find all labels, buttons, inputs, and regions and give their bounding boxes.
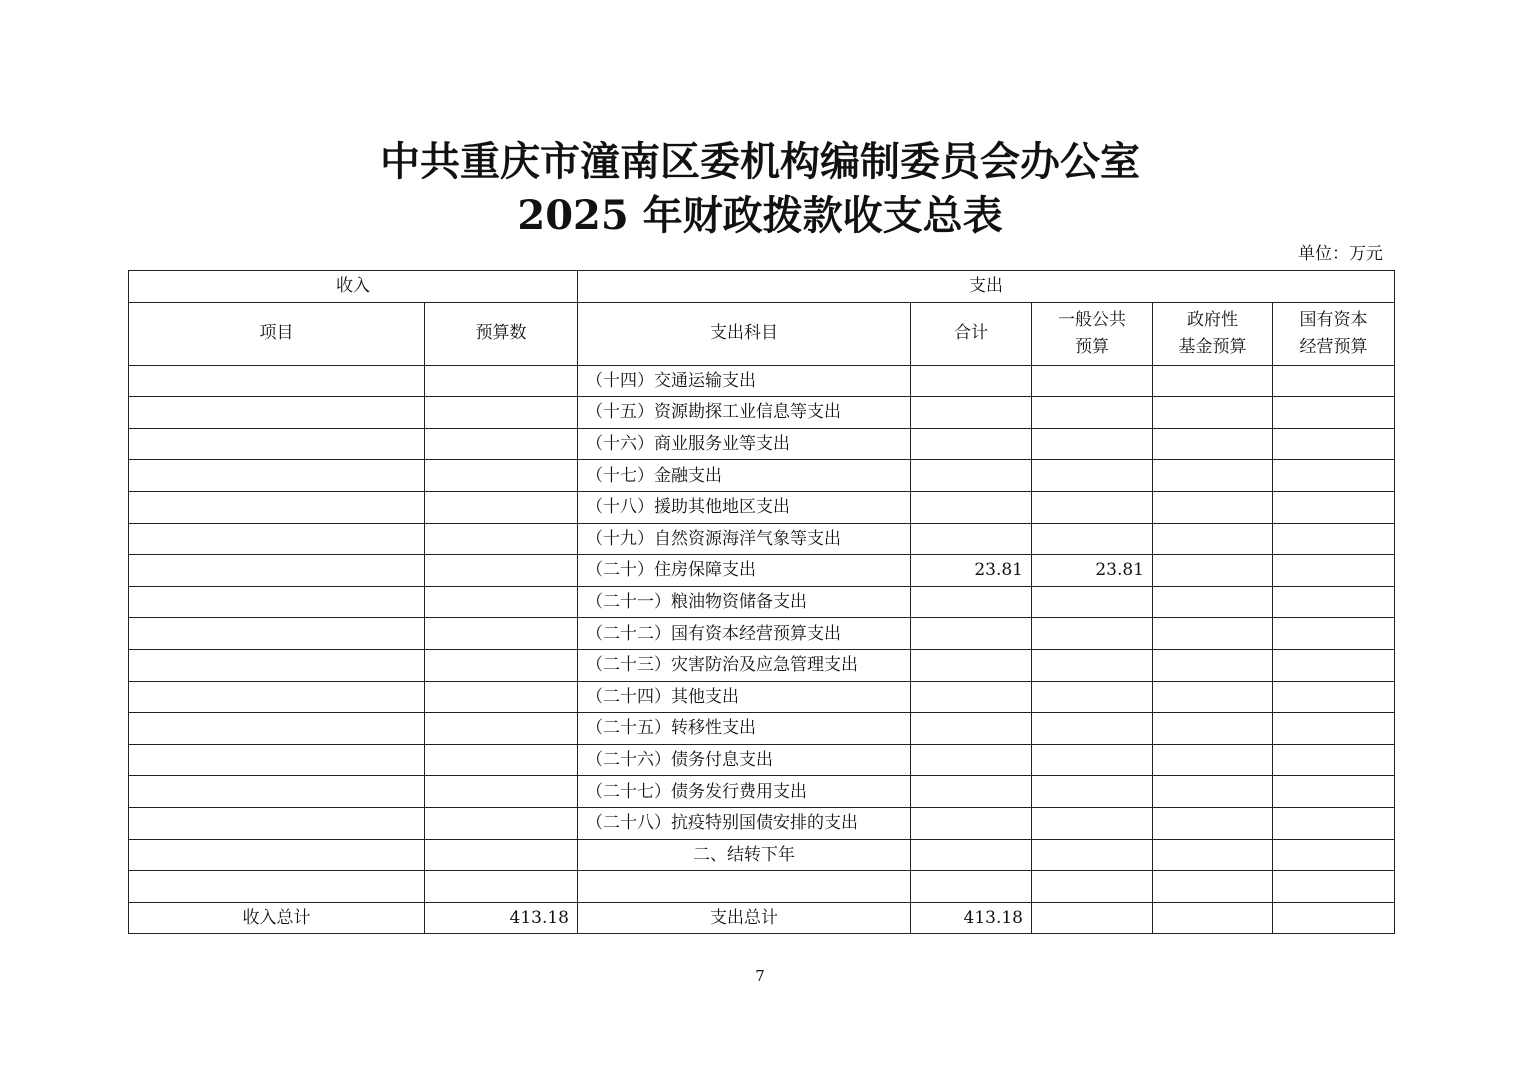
income-total-label: 收入总计: [129, 902, 425, 934]
totals-row: [129, 902, 1395, 934]
cell-total: [911, 365, 1032, 397]
income-total-value: 413.18: [425, 902, 578, 934]
cell-fund: [1153, 586, 1273, 618]
table-row: [129, 523, 1395, 555]
cell-state-capital: [1273, 807, 1395, 839]
cell-total: [911, 649, 1032, 681]
cell-item: [129, 744, 425, 776]
cell-general: [1032, 460, 1153, 492]
cell-item: [129, 649, 425, 681]
cell-subject: （十四）交通运输支出: [578, 365, 911, 397]
cell-item: [129, 428, 425, 460]
cell-item: [129, 776, 425, 808]
cell-fund: [1153, 491, 1273, 523]
cell-subject: （二十五）转移性支出: [578, 713, 911, 745]
cell-subject: 二、结转下年: [578, 839, 911, 871]
cell-total: [911, 807, 1032, 839]
cell-item: [129, 681, 425, 713]
cell-state-capital: [1273, 460, 1395, 492]
cell-total: [911, 776, 1032, 808]
table-row: [129, 713, 1395, 745]
cell-general: [1032, 523, 1153, 555]
cell-state-capital: [1273, 618, 1395, 650]
cell-total: [911, 460, 1032, 492]
cell-budget: [425, 713, 578, 745]
cell-budget: [425, 618, 578, 650]
cell-total: [911, 839, 1032, 871]
cell-total: [911, 871, 1032, 903]
cell-general: [1032, 713, 1153, 745]
cell-fund: [1153, 776, 1273, 808]
budget-table: [128, 270, 1395, 934]
group-header-row: [129, 271, 1395, 303]
cell-item: [129, 555, 425, 587]
cell-item: [129, 839, 425, 871]
table-row: [129, 428, 1395, 460]
cell-fund: [1153, 839, 1273, 871]
cell-subject: （二十七）债务发行费用支出: [578, 776, 911, 808]
cell-general: [1032, 807, 1153, 839]
page-number: 7: [755, 967, 765, 985]
cell-subject: （十六）商业服务业等支出: [578, 428, 911, 460]
cell-fund: [1153, 618, 1273, 650]
cell-state-capital: [1273, 555, 1395, 587]
cell-subject: （二十一）粮油物资储备支出: [578, 586, 911, 618]
cell-fund: [1153, 523, 1273, 555]
cell-item: [129, 365, 425, 397]
cell-state-capital: [1273, 365, 1395, 397]
cell-subject: （二十四）其他支出: [578, 681, 911, 713]
cell-fund: [1153, 807, 1273, 839]
cell-fund: [1153, 744, 1273, 776]
cell-general: [1032, 397, 1153, 429]
cell-subject: （二十二）国有资本经营预算支出: [578, 618, 911, 650]
table-row: [129, 586, 1395, 618]
cell-general: [1032, 839, 1153, 871]
header-subject: 支出科目: [578, 302, 911, 365]
cell-item: [129, 618, 425, 650]
cell-general: [1032, 776, 1153, 808]
cell-state-capital: [1273, 839, 1395, 871]
cell-subject: （十七）金融支出: [578, 460, 911, 492]
cell-general: [1032, 681, 1153, 713]
cell-general: [1032, 649, 1153, 681]
cell-fund: [1153, 555, 1273, 587]
header-total: 合计: [911, 302, 1032, 365]
cell-general: [1032, 618, 1153, 650]
cell-general: [1032, 586, 1153, 618]
expense-total-fund: [1153, 902, 1273, 934]
cell-state-capital: [1273, 397, 1395, 429]
cell-item: [129, 713, 425, 745]
cell-budget: [425, 428, 578, 460]
cell-fund: [1153, 649, 1273, 681]
expense-total-state-capital: [1273, 902, 1395, 934]
cell-total: [911, 713, 1032, 745]
cell-item: [129, 523, 425, 555]
expense-total-value: 413.18: [911, 902, 1032, 934]
cell-state-capital: [1273, 523, 1395, 555]
column-header-row: [129, 302, 1395, 365]
income-group-header: 收入: [129, 271, 578, 303]
expense-group-header: 支出: [578, 271, 1395, 303]
cell-budget: [425, 839, 578, 871]
cell-total: [911, 586, 1032, 618]
cell-general: 23.81: [1032, 555, 1153, 587]
table-row: [129, 397, 1395, 429]
cell-item: [129, 491, 425, 523]
table-row: [129, 618, 1395, 650]
unit-label: 单位：万元: [1298, 244, 1383, 264]
cell-total: [911, 523, 1032, 555]
table-row: [129, 744, 1395, 776]
expense-total-general: [1032, 902, 1153, 934]
cell-item: [129, 871, 425, 903]
cell-budget: [425, 776, 578, 808]
cell-subject: （二十八）抗疫特别国债安排的支出: [578, 807, 911, 839]
cell-general: [1032, 428, 1153, 460]
cell-fund: [1153, 428, 1273, 460]
cell-fund: [1153, 365, 1273, 397]
table-row: [129, 807, 1395, 839]
cell-state-capital: [1273, 744, 1395, 776]
cell-budget: [425, 523, 578, 555]
cell-subject: （二十）住房保障支出: [578, 555, 911, 587]
cell-general: [1032, 491, 1153, 523]
header-item: 项目: [129, 302, 425, 365]
cell-total: [911, 618, 1032, 650]
header-general-budget: 一般公共 预算: [1032, 302, 1153, 365]
table-row: [129, 776, 1395, 808]
table-row: [129, 649, 1395, 681]
cell-state-capital: [1273, 586, 1395, 618]
cell-budget: [425, 365, 578, 397]
cell-item: [129, 807, 425, 839]
table-row: [129, 839, 1395, 871]
cell-state-capital: [1273, 776, 1395, 808]
cell-general: [1032, 744, 1153, 776]
table-row: [129, 555, 1395, 587]
table-row: [129, 491, 1395, 523]
page-title-line1: 中共重庆市潼南区委机构编制委员会办公室: [380, 138, 1140, 185]
table-row: [129, 681, 1395, 713]
cell-general: [1032, 871, 1153, 903]
cell-subject: [578, 871, 911, 903]
cell-total: [911, 491, 1032, 523]
cell-item: [129, 586, 425, 618]
cell-fund: [1153, 713, 1273, 745]
cell-budget: [425, 649, 578, 681]
cell-total: [911, 681, 1032, 713]
page-title-line2: 2025 年财政拨款收支总表: [517, 192, 1003, 239]
cell-subject: （十八）援助其他地区支出: [578, 491, 911, 523]
cell-budget: [425, 397, 578, 429]
cell-state-capital: [1273, 713, 1395, 745]
cell-budget: [425, 491, 578, 523]
cell-budget: [425, 460, 578, 492]
cell-state-capital: [1273, 649, 1395, 681]
table-row: [129, 460, 1395, 492]
cell-fund: [1153, 681, 1273, 713]
table-row: [129, 871, 1395, 903]
cell-budget: [425, 681, 578, 713]
cell-total: [911, 428, 1032, 460]
table-row: [129, 365, 1395, 397]
cell-budget: [425, 586, 578, 618]
header-fund-budget: 政府性 基金预算: [1153, 302, 1273, 365]
header-state-capital-budget: 国有资本 经营预算: [1273, 302, 1395, 365]
cell-general: [1032, 365, 1153, 397]
cell-budget: [425, 871, 578, 903]
cell-budget: [425, 555, 578, 587]
cell-state-capital: [1273, 871, 1395, 903]
cell-item: [129, 397, 425, 429]
cell-item: [129, 460, 425, 492]
cell-budget: [425, 807, 578, 839]
header-budget: 预算数: [425, 302, 578, 365]
cell-total: [911, 744, 1032, 776]
expense-total-label: 支出总计: [578, 902, 911, 934]
cell-budget: [425, 744, 578, 776]
cell-state-capital: [1273, 681, 1395, 713]
cell-fund: [1153, 871, 1273, 903]
cell-fund: [1153, 397, 1273, 429]
cell-state-capital: [1273, 491, 1395, 523]
cell-total: [911, 397, 1032, 429]
cell-subject: （十五）资源勘探工业信息等支出: [578, 397, 911, 429]
cell-state-capital: [1273, 428, 1395, 460]
cell-subject: （二十三）灾害防治及应急管理支出: [578, 649, 911, 681]
cell-subject: （二十六）债务付息支出: [578, 744, 911, 776]
cell-fund: [1153, 460, 1273, 492]
cell-total: 23.81: [911, 555, 1032, 587]
cell-subject: （十九）自然资源海洋气象等支出: [578, 523, 911, 555]
